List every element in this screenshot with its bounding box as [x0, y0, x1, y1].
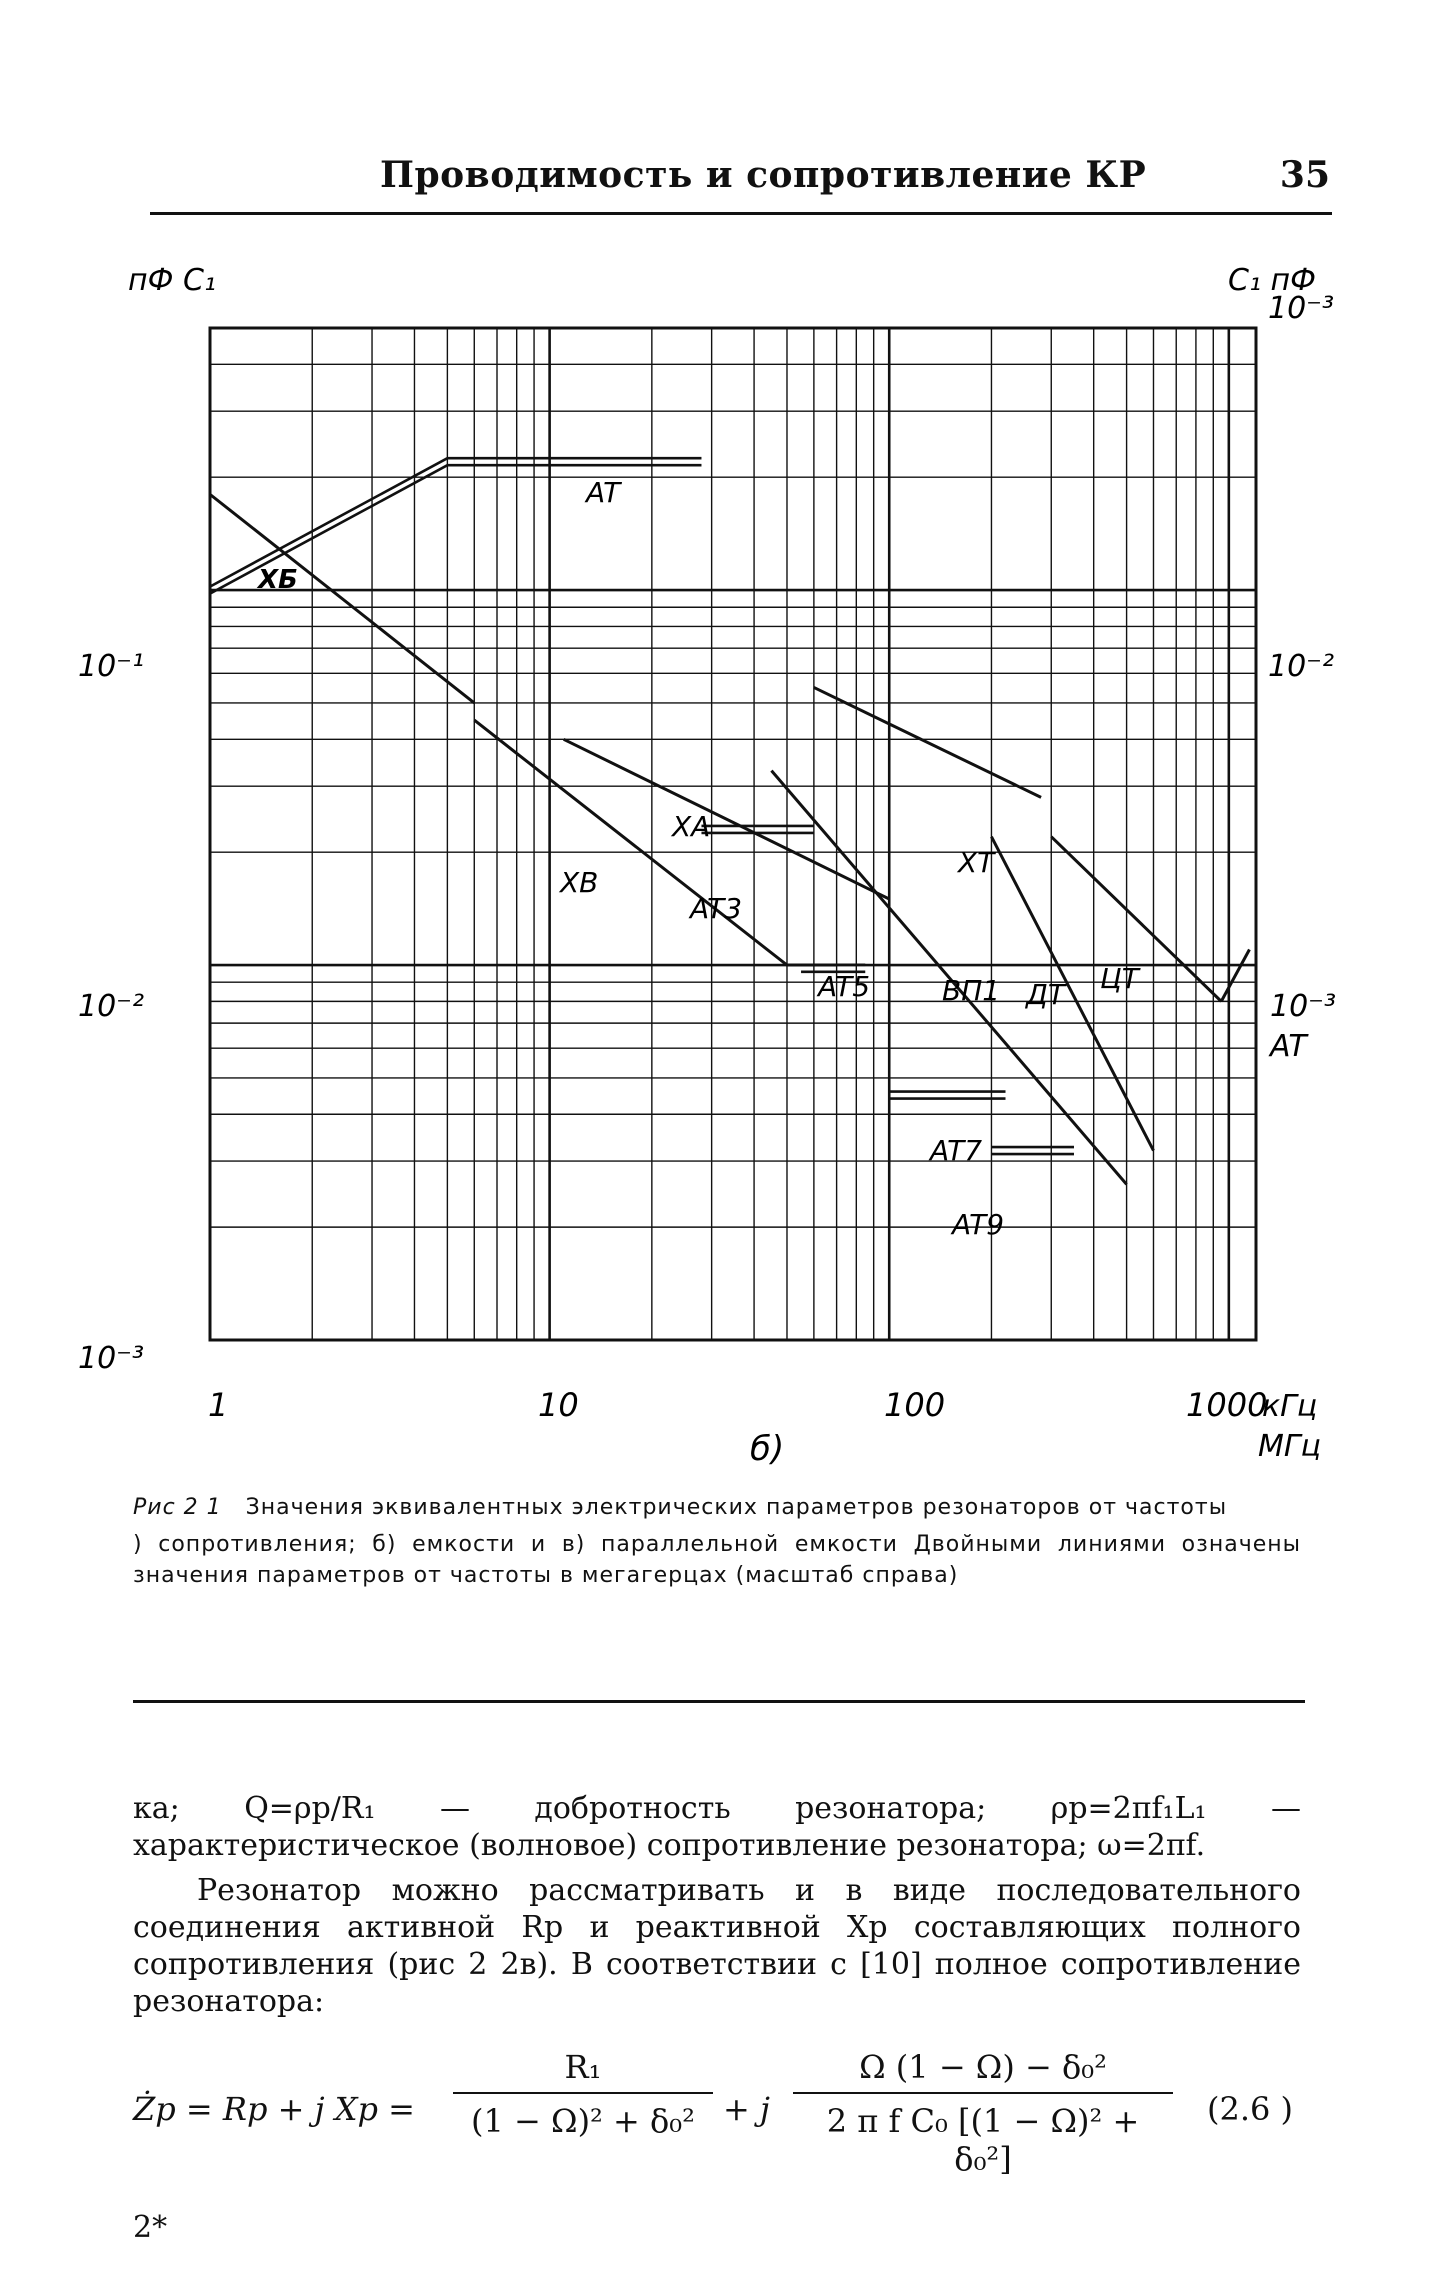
fraction-2-numerator: Ω (1 − Ω) − δ₀²	[793, 2048, 1173, 2094]
curve-label-vp1: ВП1	[942, 974, 1001, 1007]
x-unit-bottom: МГц	[1258, 1429, 1322, 1464]
fraction-2	[793, 2048, 1173, 2178]
curve-label-xt: XT	[958, 846, 995, 879]
equation-number: (2.6 )	[1206, 2090, 1293, 2128]
fraction-1-numerator: R₁	[453, 2048, 713, 2094]
equation-2-6	[133, 2048, 1313, 2178]
curve-label-xa: XA	[672, 810, 711, 843]
series-line-XB	[474, 720, 836, 965]
y-left-tick-label: 10⁻³	[78, 1341, 145, 1376]
series-line-AT-right	[1221, 950, 1249, 1002]
equation-plus-j: + j	[723, 2090, 770, 2128]
y-left-tick-label: 10⁻¹	[78, 649, 145, 684]
x-tick-label: 1	[208, 1386, 229, 1424]
curve-label-dt: ДТ	[1026, 978, 1065, 1011]
y-right-tick-label: 10⁻³	[1270, 989, 1337, 1024]
x-tick-label: 10	[538, 1386, 579, 1424]
y-right-tick-label: 10⁻²	[1268, 649, 1335, 684]
figure-chart	[0, 240, 1453, 1490]
x-tick-label: 100	[884, 1386, 946, 1424]
curve-label-at5: AT5	[818, 970, 871, 1003]
fraction-1	[453, 2048, 713, 2140]
fraction-2-denominator: 2 π f C₀ [(1 − Ω)² + δ₀²]	[826, 2102, 1140, 2178]
body-paragraph-2: Резонатор можно рассматривать и в виде последовательного соединения активной Rр и реактивной Xр составляющих полного сопротивления (рис 2 2в). В соответствии с [10] полное сопротивление резонатора:	[133, 1873, 1301, 2019]
curve-label-at3: AT3	[690, 892, 743, 925]
figure-caption	[133, 1492, 1301, 1591]
curve-label-at7: AT7	[930, 1134, 983, 1167]
y-left-header: пФ C₁	[128, 263, 216, 298]
running-head	[150, 148, 1330, 198]
curve-label-xb-upper: XБ	[258, 565, 298, 595]
panel-label: б)	[750, 1429, 785, 1469]
body-text	[133, 1790, 1301, 2020]
figure-number: Рис 2 1	[133, 1495, 222, 1520]
caption-line-1	[133, 1492, 1301, 1523]
header-rule	[150, 212, 1332, 215]
caption-text-1: Значения эквивалентных электрических параметров резонаторов от частоты	[245, 1495, 1228, 1520]
curve-label-at9: AT9	[952, 1208, 1005, 1241]
curve-label-at: AT	[586, 476, 621, 509]
signature-mark: 2*	[133, 2210, 168, 2245]
curve-label-ct: ЦТ	[1100, 962, 1139, 995]
page-number: 35	[1279, 154, 1330, 196]
series-line-XT	[814, 687, 1041, 797]
x-tick-label: 1000	[1186, 1386, 1268, 1424]
fraction-1-denominator: (1 − Ω)² + δ₀²	[471, 2102, 695, 2140]
y-right-header: C₁ пФ	[1228, 263, 1316, 298]
x-unit-top: кГц	[1262, 1389, 1318, 1424]
body-paragraph-1: ка; Q=ρр/R₁ — добротность резонатора; ρр=2πf₁L₁ — характеристическое (волновое) сопротивление резонатора; ω=2πf.	[133, 1791, 1301, 1863]
series-line-XБ	[210, 494, 474, 703]
equation-lhs: Żр = Rр + j Xр =	[133, 2090, 415, 2128]
series-line-XA	[564, 739, 890, 899]
running-title: Проводимость и сопротивление КР	[380, 154, 1147, 196]
y-right-tick-label: 10⁻³	[1268, 291, 1335, 326]
caption-text-2: ) сопротивления; б) емкости и в) параллельной емкости Двойными линиями означены значения параметров от частоты в мегагерцах (масштаб справа)	[133, 1532, 1301, 1588]
y-left-tick-label: 10⁻²	[78, 989, 145, 1024]
curve-label-xb: XB	[560, 866, 599, 899]
separator-rule	[133, 1700, 1305, 1703]
y-right-extra-label: AT	[1270, 1029, 1307, 1064]
